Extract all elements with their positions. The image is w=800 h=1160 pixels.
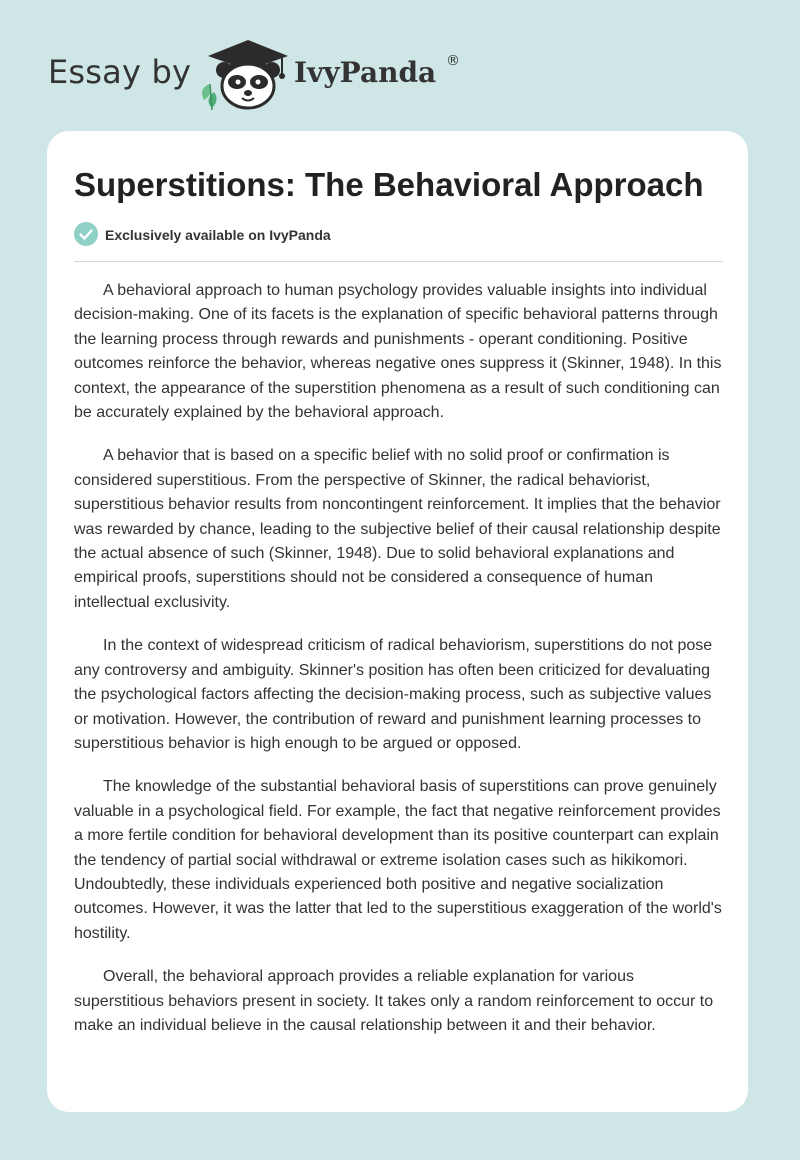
essay-paragraph-3: In the context of widespread criticism of radical behaviorism, superstitions do not pose any controversy and ambiguity. Skinner's position has often been criticized for devaluating the psychological factors affecting the decision-making process, such as subjective values or motivation. However, the contribution of reward and punishment learning processes to superstitious behavior is high enough to be argued or opposed.: [74, 637, 713, 752]
essay-by-label: Essay by: [48, 53, 192, 91]
site-header: [48, 34, 568, 114]
essay-title: Superstitions: The Behavioral Approach: [74, 166, 704, 203]
panda-graduate-icon[interactable]: [200, 34, 292, 112]
essay-paragraph-2: A behavior that is based on a specific belief with no solid proof or confirmation is considered superstitious. From the perspective of Skinner, the radical behaviorist, superstitious behavior results from noncontingent reinforcement. It implies that the behavior was rewarded by chance, leading to the subjective belief of their causal relationship despite the actual absence of such (Skinner, 1948). Due to solid behavioral explanations and empirical proofs, superstitions should not be considered a consequence of human intellectual exclusivity.: [74, 447, 721, 611]
essay-paragraph-4: The knowledge of the substantial behavioral basis of superstitions can prove genuinely valuable in a psychological field. For example, the fact that negative reinforcement provides a more fertile condition for behavioral development than its positive counterpart can explain the tendency of partial social withdrawal or extreme isolation cases such as hikikomori. Undoubtedly, these individuals experienced both positive and negative socialization outcomes. However, it was the latter that led to the superstitious exaggeration of the world's hostility.: [74, 778, 722, 942]
check-circle-icon: [74, 222, 98, 246]
essay-paragraph-1: A behavioral approach to human psychology provides valuable insights into individual decision-making. One of its facets is the explanation of specific behavioral patterns through the learning process through rewards and punishments - operant conditioning. Positive outcomes reinforce the behavior, whereas negative ones suppress it (Skinner, 1948). In this context, the appearance of the superstition phenomena as a result of such conditioning can be accurately explained by the behavioral approach.: [74, 282, 722, 422]
essay-card: [47, 131, 748, 1112]
brand-name[interactable]: IvyPanda: [294, 56, 437, 89]
essay-paragraph-5: Overall, the behavioral approach provides a reliable explanation for various superstitious behaviors present in society. It takes only a random reinforcement to occur to make an individual believe in the causal relationship between it and their behavior.: [74, 968, 714, 1034]
title-divider: [74, 261, 723, 262]
exclusive-label: Exclusively available on IvyPanda: [105, 227, 331, 243]
registered-mark: ®: [446, 53, 460, 69]
essay-body: [74, 279, 726, 1057]
